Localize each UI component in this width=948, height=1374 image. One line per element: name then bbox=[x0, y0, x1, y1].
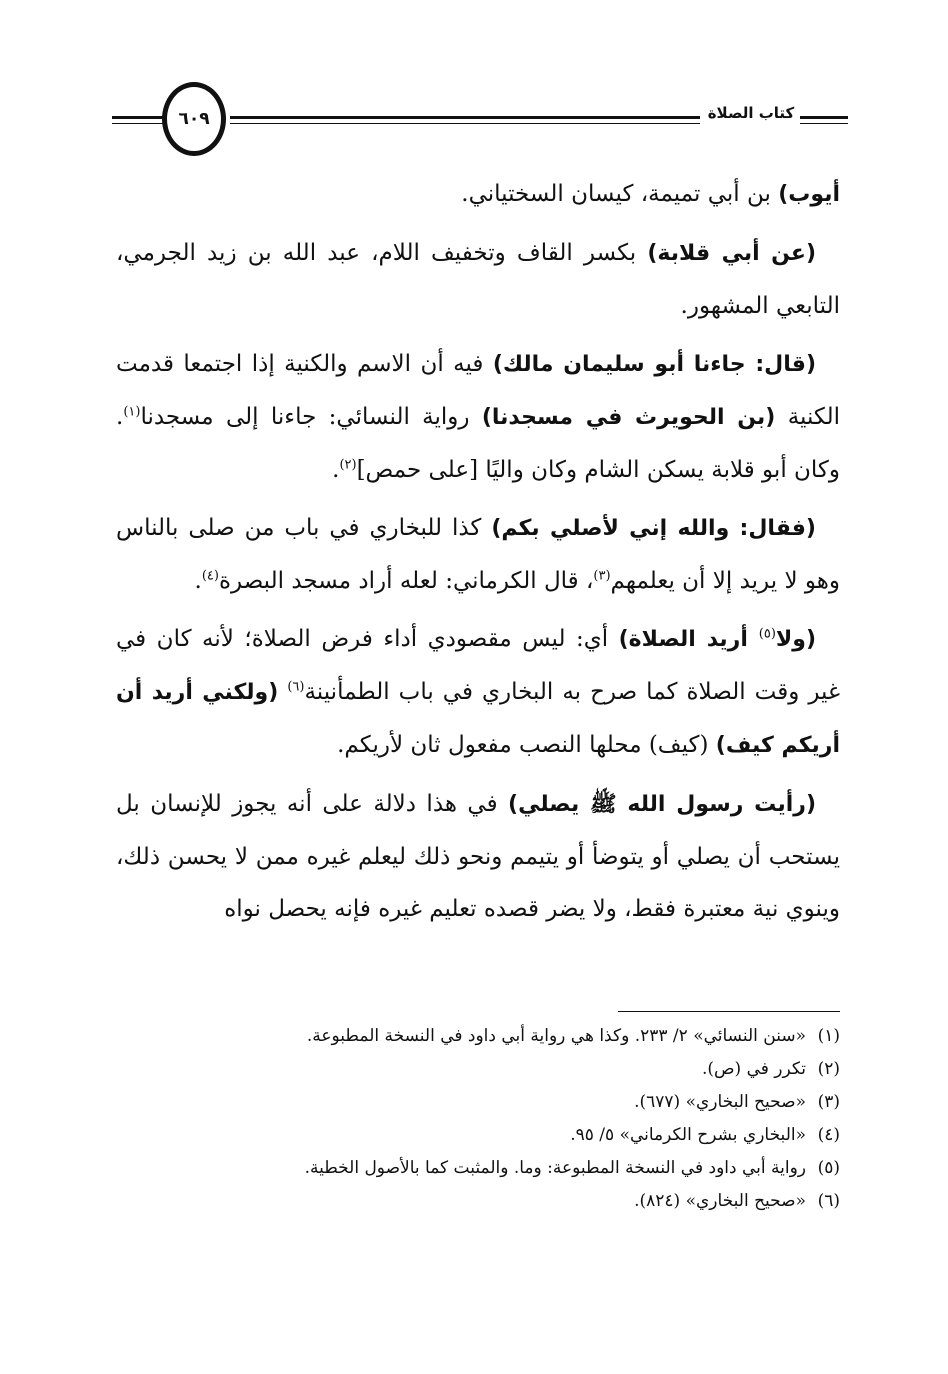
commentary-text: فيه أن الاسم والكنية إذا اجتمعا قدمت الكنية bbox=[116, 351, 841, 430]
footnote-number: (٦) bbox=[817, 1191, 840, 1211]
footnote bbox=[116, 1053, 840, 1086]
bold-quote: (رأيت رسول الله ﷺ يصلي) bbox=[508, 792, 816, 817]
commentary-text: . bbox=[194, 568, 202, 594]
bold-quote: (ولا bbox=[775, 627, 817, 652]
footnote-number: (١) bbox=[817, 1026, 840, 1046]
header-rule bbox=[800, 123, 848, 124]
footnote bbox=[116, 1086, 840, 1119]
footnote-number: (٣) bbox=[817, 1092, 840, 1112]
main-text bbox=[116, 168, 840, 941]
footnote-separator bbox=[618, 1011, 840, 1012]
paragraph bbox=[116, 338, 840, 496]
footnote-number: (٢) bbox=[817, 1059, 840, 1079]
commentary-text: رواية النسائي: جاءنا إلى مسجدنا bbox=[140, 404, 482, 430]
footnote bbox=[116, 1119, 840, 1152]
commentary-text: ، قال الكرماني: لعله أراد مسجد البصرة bbox=[218, 568, 594, 594]
footnote-number: (٤) bbox=[817, 1125, 840, 1145]
footnote-marker: (٤) bbox=[201, 568, 219, 584]
footnote-text: تكرر في (ص). bbox=[701, 1059, 806, 1079]
footnote bbox=[116, 1185, 840, 1218]
bold-quote: (فقال: والله إني لأصلي بكم) bbox=[491, 516, 816, 541]
commentary-text: أي: ليس مقصودي أداء فرض الصلاة؛ لأنه كان في غير وقت الصلاة كما صرح به البخاري في باب الطمأنينة bbox=[116, 626, 840, 705]
footnote-text: رواية أبي داود في النسخة المطبوعة: وما. والمثبت كما بالأصول الخطية. bbox=[304, 1158, 806, 1178]
header-rule bbox=[800, 116, 848, 119]
bold-quote: أريد الصلاة) bbox=[618, 627, 759, 652]
footnote-number: (٥) bbox=[817, 1158, 840, 1178]
footnote-marker: (٦) bbox=[287, 679, 305, 695]
page-header bbox=[112, 78, 848, 162]
commentary-text: . bbox=[332, 457, 340, 483]
commentary-text: . وكان أبو قلابة يسكن الشام وكان واليًا [على حمص] bbox=[116, 404, 840, 483]
header-rule bbox=[112, 116, 164, 119]
page-number: ٦٠٩ bbox=[162, 82, 226, 156]
commentary-text: كذا للبخاري في باب من صلى بالناس وهو لا يريد إلا أن يعلمهم bbox=[116, 515, 840, 594]
paragraph bbox=[116, 227, 840, 332]
footnote-text: «صحيح البخاري» (٨٢٤). bbox=[634, 1191, 806, 1211]
footnote bbox=[116, 1020, 840, 1053]
bold-quote: (قال: جاءنا أبو سليمان مالك) bbox=[492, 352, 816, 377]
footnote-marker: (٥) bbox=[758, 626, 776, 642]
running-title: كتاب الصلاة bbox=[707, 104, 795, 122]
header-rule bbox=[230, 123, 700, 124]
footnote-text: «صحيح البخاري» (٦٧٧). bbox=[634, 1092, 806, 1112]
commentary-text: في هذا دلالة على أنه يجوز للإنسان بل يستحب أن يصلي أو يتوضأ أو يتيمم ونحو ذلك ليعلم غيره ممن لا يحسن ذلك، وينوي نية معتبرة فقط، ولا يضر قصده تعليم غيره فإنه يحصل نواه bbox=[116, 791, 840, 922]
commentary-text: (كيف) محلها النصب مفعول ثان لأريكم. bbox=[337, 732, 716, 758]
bold-quote: (بن الحويرث في مسجدنا) bbox=[481, 405, 776, 430]
footnote bbox=[116, 1152, 840, 1185]
bold-quote: أيوب) bbox=[778, 182, 840, 207]
paragraph bbox=[116, 778, 840, 935]
header-rule bbox=[230, 116, 700, 119]
paragraph bbox=[116, 502, 840, 607]
commentary-text: بكسر القاف وتخفيف اللام، عبد الله بن زيد الجرمي، التابعي المشهور. bbox=[116, 240, 840, 319]
footnote-marker: (٣) bbox=[593, 568, 611, 584]
footnote-text: «سنن النسائي» ٢/ ٢٣٣. وكذا هي رواية أبي داود في النسخة المطبوعة. bbox=[306, 1026, 806, 1046]
paragraph bbox=[116, 613, 840, 772]
footnote-text: «البخاري بشرح الكرماني» ٥/ ٩٥. bbox=[570, 1125, 806, 1145]
header-rule bbox=[112, 123, 164, 124]
commentary-text bbox=[278, 679, 287, 705]
footnote-marker: (٢) bbox=[339, 457, 357, 473]
footnote-marker: (١) bbox=[123, 404, 141, 420]
bold-quote: (عن أبي قلابة) bbox=[647, 241, 816, 266]
paragraph bbox=[116, 168, 840, 221]
footnotes bbox=[116, 1020, 840, 1218]
bold-quote: (ولكني أريد أن أريكم كيف) bbox=[116, 680, 840, 758]
commentary-text: بن أبي تميمة، كيسان السختياني. bbox=[461, 181, 779, 207]
